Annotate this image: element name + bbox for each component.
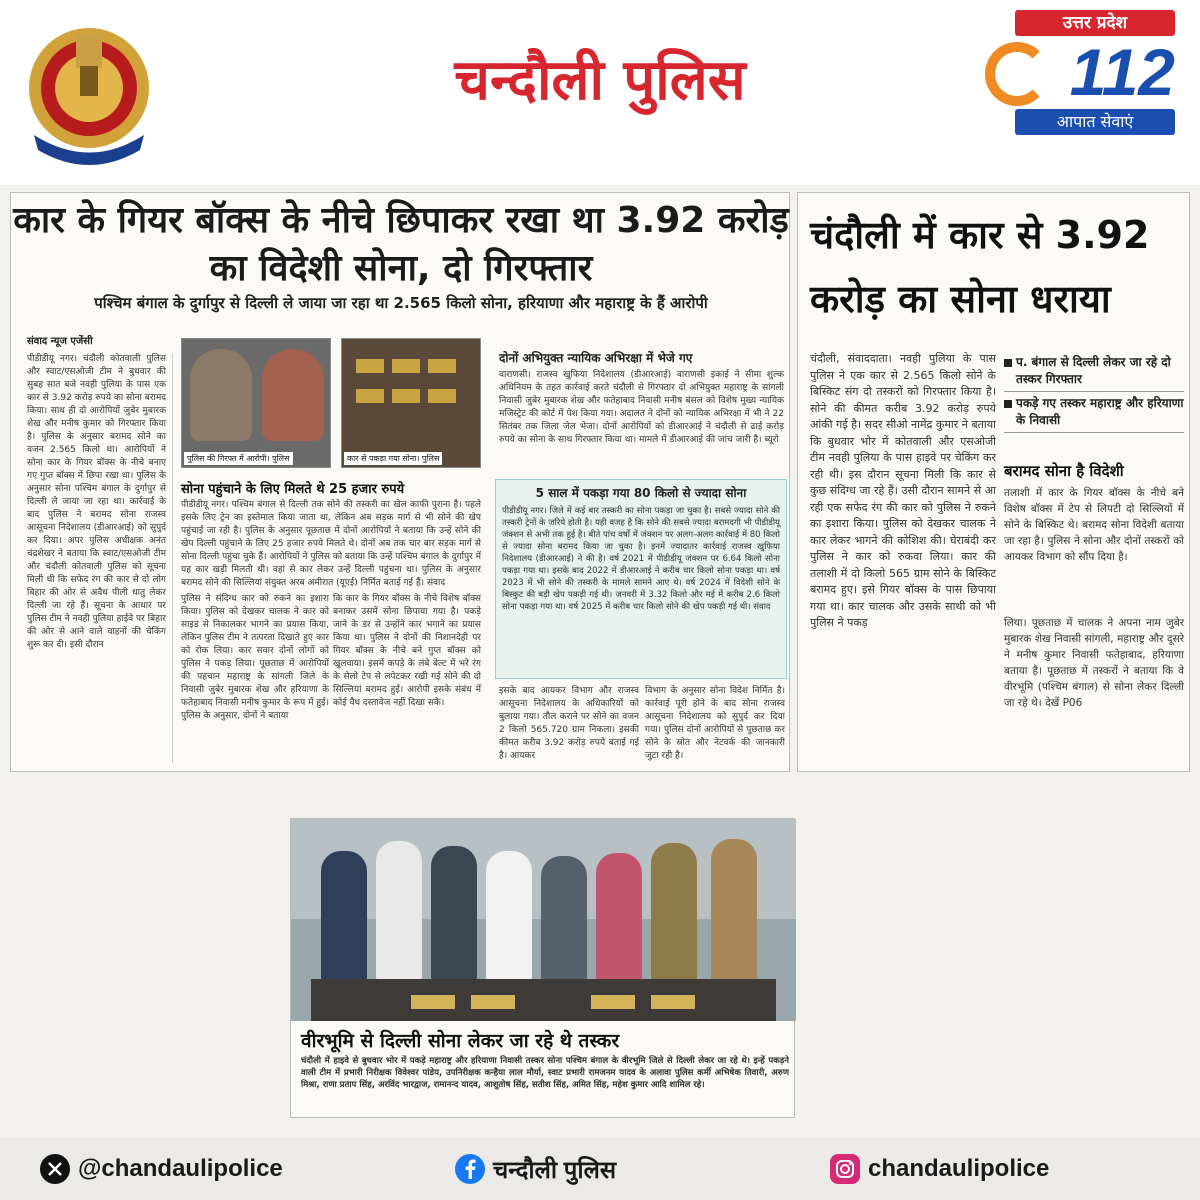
article-column-3b: कि कार के गियर बॉक्स के नीचे विशेष बॉक्स बनाकर उसमें सोना छिपाया गया है। पकड़े जाने के डर से उन्होंने कार भगाने का प्रयास किया था। पुलिस ने दोनों की निशानदेही पर गियर बॉक्स के नीचे बने गुप्त बॉक्स को खुलवाया। इसमें कपड़े के लंबे बेल्ट में भरे रंग के सेलो टेप से लपेटकर रखी गई सोने की दो सिल्लियां बरामद हुई। आरोपी इसके संबंध में कोई वैध दस्तावेज नहीं दिखा सके। <box>333 594 481 708</box>
highlight-item: पकड़े गए तस्कर महाराष्ट्र और हरियाणा के निवासी <box>1004 392 1184 433</box>
main-news-clipping <box>10 192 790 772</box>
x-handle: @chandaulipolice <box>78 1155 283 1182</box>
person <box>486 851 532 981</box>
person <box>321 851 367 981</box>
custody-heading: दोनों अभियुक्त न्यायिक अभिरक्षा में भेजे गए <box>499 351 693 365</box>
gold-bar <box>411 995 455 1009</box>
accused-2-image <box>262 349 324 441</box>
facebook-link[interactable] <box>455 1152 616 1186</box>
secondary-column-2: तलाशी में कार के गियर बॉक्स के नीचे बने विशेष बॉक्स में टेप से लिपटी दो सिल्लियों में सोने के बिस्किट थे। बरामद सोना विदेशी बताया जा रहा है। पुलिस ने सोना और दोनों तस्करों को आयकर विभाग को सौंप दिया है। <box>1004 487 1184 563</box>
secondary-column-3: लिया। पूछताछ में चालक ने अपना नाम जुबेर मुबारक शेख निवासी सांगली, महाराष्ट्र और दूसरे ने मनीष कुमार निवासी फतेहाबाद, हरियाणा बताया है। पूछताछ में तस्करों ने बताया कि वे वीरभूमि (पश्चिम बंगाल) से सोना लेकर दिल्ली जा रहे थे। देखें P06 <box>1004 617 1184 709</box>
article-column-2: पीडीडीयू नगर। पश्चिम बंगाल से दिल्ली तक सोने की तस्करी का खेल काफी पुराना है। पहले इसके लिए ट्रेन का इस्तेमाल किया जाता था, लेकिन अब सड़क मार्ग से भी सोने की खेप पहुंचाई जा रही है। पुलिस के अनुसार पूछताछ में दोनों आरोपियों ने बताया कि उन्हें सोने की खेप दिल्ली पहुंचाने के लिए 25 हजार रुपये मिलते थे। दोनों अब तक चार बार सड़क मार्ग से सोना दिल्ली पहुंचा चुके हैं। आरोपियों ने पुलिस को बताया कि उन्हें पश्चिम बंगाल के दुर्गापुर में यह कार खड़ी मिलती थी। वहां से कार लेकर उन्हें दिल्ली पहुंचना था। पुलिस के अनुसार बरामद सोने की सिल्लियां संयुक्त अरब अमीरात (यूएई) निर्मित बताई गई हैं। संवाद <box>181 500 481 588</box>
article-column-4: वाराणसी। राजस्व खुफिया निदेशालय (डीआरआई) वाराणसी इकाई ने सीमा शुल्क अधिनियम के तहत कार्रवाई करते चंदौली से गिरफ्तार दो अभियुक्त महाराष्ट्र के सांगली निवासी जुबेर मुबारक शेख और फतेहाबाद निवासी मनीष बंसल को विशेष मुख्य न्यायिक मजिस्ट्रेट की कोर्ट में पेश किया गया। अदालत ने दोनों को न्यायिक अभिरक्षा में भी ने 22 सितंबर तक जिला जेल भेजा। दोनों आरोपियों को डीआरआई ने चंदौली से ढाई करोड़ रुपये का सोना के साथ गिरफ्तार किया था। मामले में डीआरआई की जांच जारी है। ब्यूरो <box>499 370 784 445</box>
secondary-news-clipping <box>797 192 1190 772</box>
five-year-text: पीडीडीयू नगर। जिले में कई बार तस्करी का सोना पकड़ा जा चुका है। सबसे ज्यादा सोने की तस्करी ट्रेनों के जरिये होती है। यही वजह है कि सोने की सबसे ज्यादा बरामदगी भी पीडीडीयू जंक्शन से अभी तक हुई है। बीते पांच वर्षों में जंक्शन पर अलग-अलग कार्रवाई में 80 किलो से ज्यादा सोना बरामद किया जा चुका है। इनमें ज्यादातर कार्रवाई राजस्व खुफिया निदेशालय (डीआरआई) ने की है। वर्ष 2021 में पीडीडीयू जंक्शन पर 6.64 किलो सोना पकड़ा गया था। इसके बाद 2022 में डीआरआई ने करीब चार किलो सोना पकड़ा था। वर्ष 2023 में भी सोने की तस्करी के मामले सामने आए थे। वर्ष 2024 में विदेशी सोने के बिस्कुट की बड़ी खेप पकड़ी गई थी। जनवरी में 3.32 किलो और मई में करीब 2.6 किलो सोना पकड़ा गया था। वर्ष 2025 में करीब चार किलो सोने की खेप पकड़ी गई थी। संवाद <box>502 506 780 612</box>
header <box>0 0 1200 185</box>
facebook-label: चन्दौली पुलिस <box>493 1156 617 1184</box>
article-column-6a: इसके बाद आयकर विभाग और राजस्व आसूचना निदेशालय के अधिकारियों को बुलाया गया। तौल कराने पर सोने का वजन 2 किलो 565.720 ग्राम निकला। इसकी कीमत करीब 3.92 करोड़ रुपये बताई गई है। आयकर <box>499 686 639 761</box>
five-year-box <box>495 479 787 679</box>
photo-caption-text: चंदौली में हाइवे से बुधवार भोर में पकड़े महाराष्ट्र और हरियाणा निवासी तस्कर सोना पश्चिम बंगाल के वीरभूमि जिले से दिल्ली लेकर जा रहे थे। इन्हें पकड़ने वाली टीम में प्रभारी निरीक्षक विवेश्वर पांडेय, उपनिरीक्षक कन्हैया लाल मौर्या, स्वाट प्रभारी रामजनम यादव के अलावा पुलिस कर्मी अभिषेक तिवारी, अरुण मिश्रा, राणा प्रताप सिंह, अरविंद भारद्वाज, रामानन्द यादव, आशुतोष सिंह, सतीश सिंह, अमित सिंह, महेश कुमार आदि शामिल रहे। <box>301 1056 789 1090</box>
person <box>541 856 587 981</box>
instagram-link[interactable] <box>830 1152 1049 1186</box>
emergency-112-badge <box>985 10 1175 135</box>
photo2-caption: कार से पकड़ा गया सोना। पुलिस <box>344 452 442 465</box>
photo-title: वीरभूमि से दिल्ली सोना लेकर जा रहे थे तस्कर <box>301 1030 620 1052</box>
person <box>596 853 642 981</box>
gold-bar <box>471 995 515 1009</box>
person <box>651 843 697 981</box>
social-footer <box>0 1138 1200 1200</box>
five-year-heading: 5 साल में पकड़ा गया 80 किलो से ज्यादा सोना <box>535 486 747 500</box>
instagram-handle: chandaulipolice <box>868 1155 1050 1182</box>
gold-bar <box>591 995 635 1009</box>
police-team-photo <box>291 819 796 1021</box>
gold-bar <box>428 359 456 373</box>
article-column-1: पीडीडीयू नगर। चंदौली कोतवाली पुलिस और स्वाट/एसओजी टीम ने बुधवार की सुबह सात बजे नवही पुलिया के पास एक कार से 3.92 करोड़ रुपये का सोना बरामद किया। साथ ही दो आरोपियों जुबेर मुबारक शेख और मनीष कुमार को गिरफ्तार किया है। पुलिस के अनुसार बरामद सोने का वजन 2.565 किलो था। आरोपियों ने सोना कार के गियर बॉक्स के नीचे बनाए गए गुप्त बॉक्स में छिपा रखा था। पुलिस के अनुसार सोना पश्चिम बंगाल के दुर्गापुर से दिल्ली ले जाया जा रहा था। कार्रवाई के बाद पुलिस ने बरामद सोना राजस्व आसूचना निदेशालय (डीआरआई) को सुपुर्द कर दिया। अपर पुलिस अधीक्षक अनंत चंद्रशेखर ने बताया कि स्वाट/एसओजी टीम और चंदौली कोतवाली पुलिस को सूचना मिली थी कि सफेद रंग की कार से दो लोग बिहार की ओर से अवैध पीली धातु लेकर दिल्ली जा रहे हैं। सूचना के आधार पर पुलिस टीम ने नवही पुलिया हाईवे पर बिहार की ओर से आने वाले वाहनों की चेकिंग शुरू कर दी। इसी दौरान <box>27 353 173 763</box>
gold-bar <box>651 995 695 1009</box>
gold-bar <box>356 359 384 373</box>
payment-heading: सोना पहुंचाने के लिए मिलते थे 25 हजार रुपये <box>181 482 405 497</box>
gold-photo <box>341 338 481 468</box>
group-photo-clipping <box>290 818 795 1118</box>
secondary-headline: चंदौली में कार से 3.92 करोड़ का सोना धराया <box>810 213 1150 321</box>
gold-bar <box>428 389 456 403</box>
facebook-icon <box>455 1154 485 1184</box>
secondary-subheading: बरामद सोना है विदेशी <box>1004 462 1124 480</box>
person <box>376 841 422 981</box>
table <box>311 979 776 1021</box>
person <box>431 846 477 981</box>
photo1-caption: पुलिस की गिरफ्त में आरोपी। पुलिस <box>184 452 293 465</box>
secondary-column-1: चंदौली, संवाददाता। नवही पुलिया के पास पुलिस ने एक कार से 2.565 किलो सोने के बिस्किट संग दो तस्करों को गिरफ्तार किया है। सोने की कीमत करीब 3.92 करोड़ रुपये आंकी गई है। सदर सीओ नामेंद्र कुमार ने बताया कि बुधवार भोर में कोतवाली और एसओजी टीम नवही पुलिया के पास हाइवे पर चेकिंग कर रही थी। इस दौरान सूचना मिली कि कार से कुछ संदिग्ध जा रहे हैं। उसी दौरान सामने से आ रही एक सफेद रंग की कार को पुलिस ने रुकने का इशारा किया। पुलिस को देखकर चालक ने कार लेकर भागने की कोशिश की। घेराबंदी कर पुलिस ने कार को रुकवा लिया। कार की तलाशी में दो किलो 565 ग्राम सोने के बिस्किट बरामद हुए। इसे गियर बॉक्स के पास छिपाया गया था। कार चालक और उसके साथी को भी पुलिस ने पकड़ <box>810 352 996 629</box>
gold-bar <box>392 389 420 403</box>
page-title: चन्दौली पुलिस <box>454 47 746 113</box>
gold-bar <box>356 389 384 403</box>
accused-1-image <box>190 349 252 441</box>
accused-photo <box>181 338 331 468</box>
article-column-3a: पुलिस ने संदिग्ध कार को रुकने का इशारा किया। पुलिस को देखकर चालक ने कार को साइड से निकालकर भागने का प्रयास किया, लेकिन पुलिस टीम ने तत्परता दिखाते हुए कार को रोक लिया। कार सवार दोनों लोगों को पुलिस ने पकड़ लिया। पूछताछ में आरोपियों की पहचान महाराष्ट्र के सांगली जिले के निवासी जुबेर मुबारक शेख और हरियाणा के फतेहाबाद निवासी मनीष कुमार के रूप में हुई। पुलिस के अनुसार, दोनों ने बताया <box>181 594 329 721</box>
up-police-emblem <box>14 10 164 170</box>
highlight-item: प. बंगाल से दिल्ली लेकर जा रहे दो तस्कर गिरफ्तार <box>1004 351 1184 392</box>
secondary-highlights <box>1004 351 1184 433</box>
badge-service-label: आपात सेवाएं <box>1015 109 1175 135</box>
instagram-icon <box>830 1154 860 1184</box>
gold-bar <box>392 359 420 373</box>
x-icon <box>40 1154 70 1184</box>
person <box>711 839 757 981</box>
badge-state-label: उत्तर प्रदेश <box>1015 10 1175 36</box>
main-subheadline: पश्चिम बंगाल के दुर्गापुर से दिल्ली ले जाया जा रहा था 2.565 किलो सोना, हरियाणा और महाराष्ट्र के हैं आरोपी <box>94 294 708 312</box>
agency-byline: संवाद न्यूज एजेंसी <box>27 336 93 347</box>
x-link[interactable] <box>40 1152 283 1186</box>
article-column-6b: विभाग के अनुसार सोना विदेश निर्मित है। कार्रवाई पूरी होने के बाद सोना राजस्व आसूचना निदेशालय को सुपुर्द कर दिया गया। पुलिस दोनों आरोपियों से पूछताछ कर सोने के स्रोत और नेटवर्क की जानकारी जुटा रही है। <box>645 686 785 761</box>
badge-number: 112 <box>1069 35 1175 109</box>
main-headline: कार के गियर बॉक्स के नीचे छिपाकर रखा था 3.92 करोड़ का विदेशी सोना, दो गिरफ्तार <box>13 200 789 289</box>
